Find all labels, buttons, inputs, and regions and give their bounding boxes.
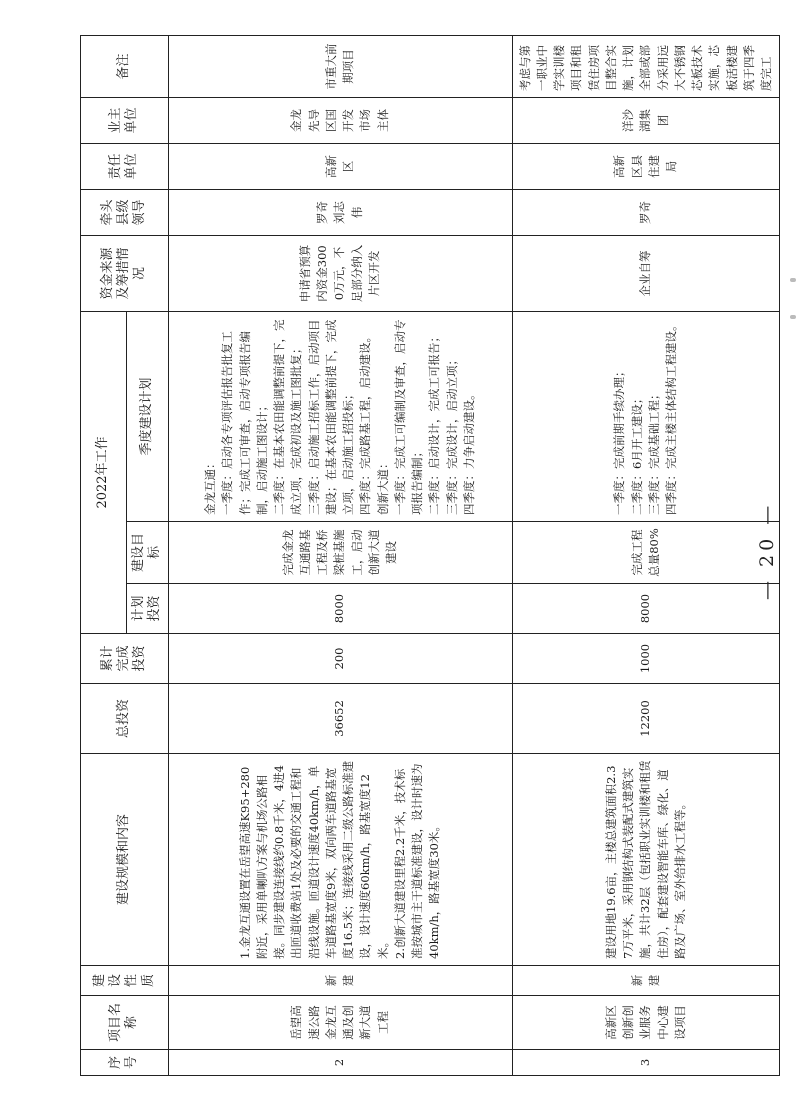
row-scope: 建设用地19.6亩，主楼总建筑面积2.37万平米，采用钢结构式装配式建筑实施，共计32层（包括职业实训楼和租赁住房），配套建设智能车库、绿化、道路及广场、室外给排水工程等。 — [512, 754, 780, 966]
header-plan-invest: 计划投资 — [127, 584, 169, 634]
row-remark: 考虑与第一职业中学实训楼项目和租赁住房项目整合实施，计划全部或部分采用远大不锈钢芯板技术实施，芯板活楼建筑于四季度完工 — [512, 35, 780, 97]
row-owner: 洋沙湖集团 — [512, 97, 780, 143]
row-total: 12200 — [512, 684, 780, 754]
row-plan-invest: 8000 — [512, 584, 780, 634]
header-work-2022: 2022年工作 — [81, 311, 127, 633]
header-target: 建设目标 — [127, 522, 169, 584]
row-funding: 企业自筹 — [512, 235, 780, 311]
header-seq: 序号 — [81, 1050, 169, 1076]
row-scope: 1.金龙互通设置在岳望高速K95+280附近，采用单喇叭方案与机场公路相接。同步建设连接线约0.8千米，4进4出匝道收费站1处及必要的交通工程和沿线设施。匝道设计速度40km/h，单车道路基宽度9米，双向两车道路基宽度16.5米；连接线采用二级公路标准建设，设计速度60km/h，路基宽度12米。 2.创新大道建设里程2.2千米，技术标准按城市主干道标准建设，设计时速为40km/h，路基宽度30米。 — [168, 754, 512, 966]
header-funding: 资金来源及筹措情况 — [81, 235, 169, 311]
table-row — [168, 35, 512, 1075]
header-name: 项目名称 — [81, 996, 169, 1050]
row-completed: 200 — [168, 634, 512, 684]
header-leader: 牵头县级领导 — [81, 189, 169, 235]
table-row — [512, 35, 780, 1075]
row-target: 完成工程总量80% — [512, 522, 780, 584]
row-nature: 新建 — [168, 966, 512, 996]
row-total: 36652 — [168, 684, 512, 754]
page-number: — 20 — — [756, 501, 778, 600]
row-quarter-plan: 一季度：完成前期手续办理； 二季度：6月开工建设； 三季度：完成基础工程； 四季度：完成主楼主体结构工程建设。 — [512, 311, 780, 521]
row-completed: 1000 — [512, 634, 780, 684]
row-leader: 罗奇 刘志伟 — [168, 189, 512, 235]
row-quarter-plan: 金龙互通： 一季度：启动各专项评估报告批复工作；完成工可审查，启动专项报告编制，启动施工图设计； 二季度：在基本农田能调整前提下，完成立项，完成初设及施工图批复； 三季度：启动施工招标工作，启动项目建设；在基本农田能调整前提下，完成立项，启动施工招投标； 四季度：完成路基工程，启动建设。 创新大道： 一季度：完成工可编制及审查，启动专项报告编制； 二季度：启动设计，完成工可报告； 三季度：完成设计，启动立项； 四季度：力争启动建设。 — [168, 311, 512, 521]
row-name: 高新区创新创业服务中心建设项目 — [512, 996, 780, 1050]
header-owner: 业主单位 — [81, 97, 169, 143]
scan-mark — [790, 278, 796, 282]
row-nature: 新建 — [512, 966, 780, 996]
header-resp: 责任单位 — [81, 143, 169, 189]
row-target: 完成金龙互通路基工程及桥梁桩基施工，启动创新大道建设 — [168, 522, 512, 584]
header-completed: 累计完成投资 — [81, 634, 169, 684]
header-nature: 建设性质 — [81, 966, 169, 996]
header-scope: 建设规模和内容 — [81, 754, 169, 966]
row-resp: 高新区县住建局 — [512, 143, 780, 189]
row-funding: 申请省预算内资金3000万元，不足部分纳入片区开发 — [168, 235, 512, 311]
row-remark: 市重大前期项目 — [168, 35, 512, 97]
row-seq: 2 — [168, 1050, 512, 1076]
row-resp: 高新区 — [168, 143, 512, 189]
row-leader: 罗奇 — [512, 189, 780, 235]
row-name: 岳望高速公路金龙互通及创新大道工程 — [168, 996, 512, 1050]
header-total: 总投资 — [81, 684, 169, 754]
row-seq: 3 — [512, 1050, 780, 1076]
project-table — [80, 35, 780, 1076]
header-quarter: 季度建设计划 — [127, 311, 169, 521]
row-owner: 金龙先导区国开发市场主体 — [168, 97, 512, 143]
scan-mark — [790, 315, 796, 319]
header-remark: 备注 — [81, 35, 169, 97]
row-plan-invest: 8000 — [168, 584, 512, 634]
